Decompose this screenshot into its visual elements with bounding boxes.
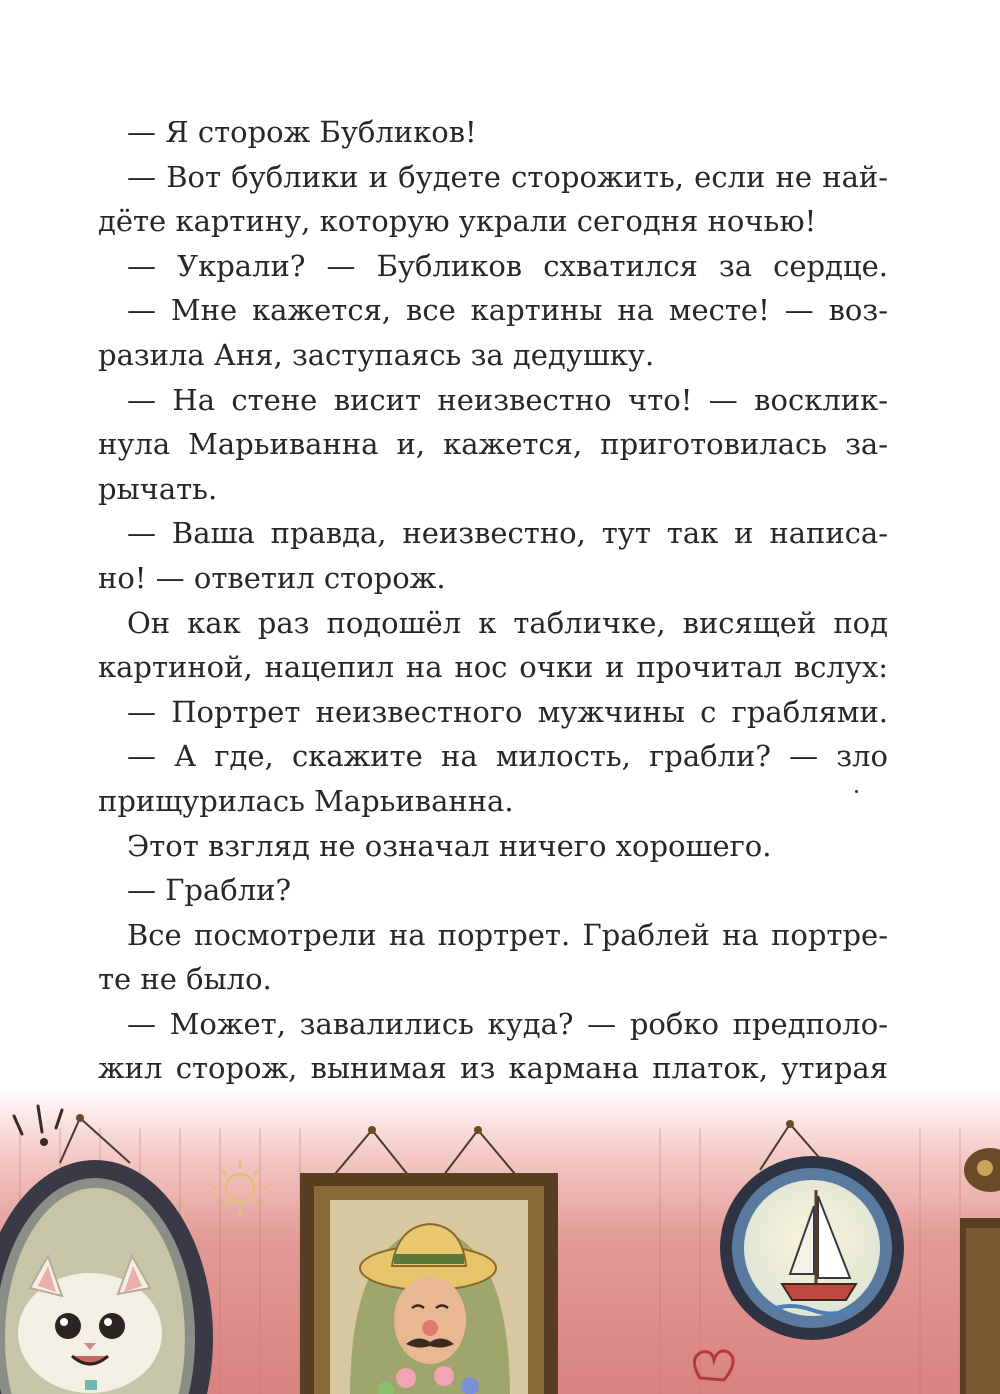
text-line: — Мне кажется, все картины на месте! — воз- xyxy=(127,293,888,328)
text-line: нула Марьиванна и, кажется, приготовилась за- xyxy=(98,427,888,462)
text-line: Этот взгляд не означал ничего хорошего. xyxy=(127,828,772,863)
text-line: прищурилась Марьиванна. xyxy=(98,783,514,818)
text-line: Он как раз подошёл к табличке, висящей под xyxy=(127,605,888,640)
print-speck xyxy=(855,790,858,793)
gallery-wall-illustration xyxy=(0,1088,1000,1394)
text-line: дёте картину, которую украли сегодня ночью! xyxy=(98,204,817,239)
text-line: — Я сторож Бубликов! xyxy=(127,115,477,149)
text-line: — Украли? — Бубликов схватился за сердце. xyxy=(127,248,888,283)
text-line: — Ваша правда, неизвестно, тут так и написа- xyxy=(127,516,888,551)
text-line: — А где, скажите на милость, грабли? — зло xyxy=(127,739,888,774)
text-line: — Грабли? xyxy=(127,873,292,908)
text-line: жил сторож, вынимая из кармана платок, утирая xyxy=(98,1051,888,1086)
text-line: Все посмотрели на портрет. Граблей на портре- xyxy=(127,917,888,952)
text-line: картиной, нацепил на нос очки и прочитал вслух: xyxy=(98,650,888,685)
text-line: разила Аня, заступаясь за дедушку. xyxy=(98,337,655,372)
text-line: — Портрет неизвестного мужчины с граблями. xyxy=(127,694,888,729)
text-line: но! — ответил сторож. xyxy=(98,560,446,595)
text-line: — Может, завалились куда? — робко предполо- xyxy=(127,1006,888,1041)
text-line: — На стене висит неизвестно что! — восклик- xyxy=(127,382,888,417)
book-page-text xyxy=(98,110,888,1091)
text-line: те не было. xyxy=(98,962,272,997)
text-line: рычать. xyxy=(98,471,218,506)
text-line: — Вот бублики и будете сторожить, если не най- xyxy=(127,159,888,194)
